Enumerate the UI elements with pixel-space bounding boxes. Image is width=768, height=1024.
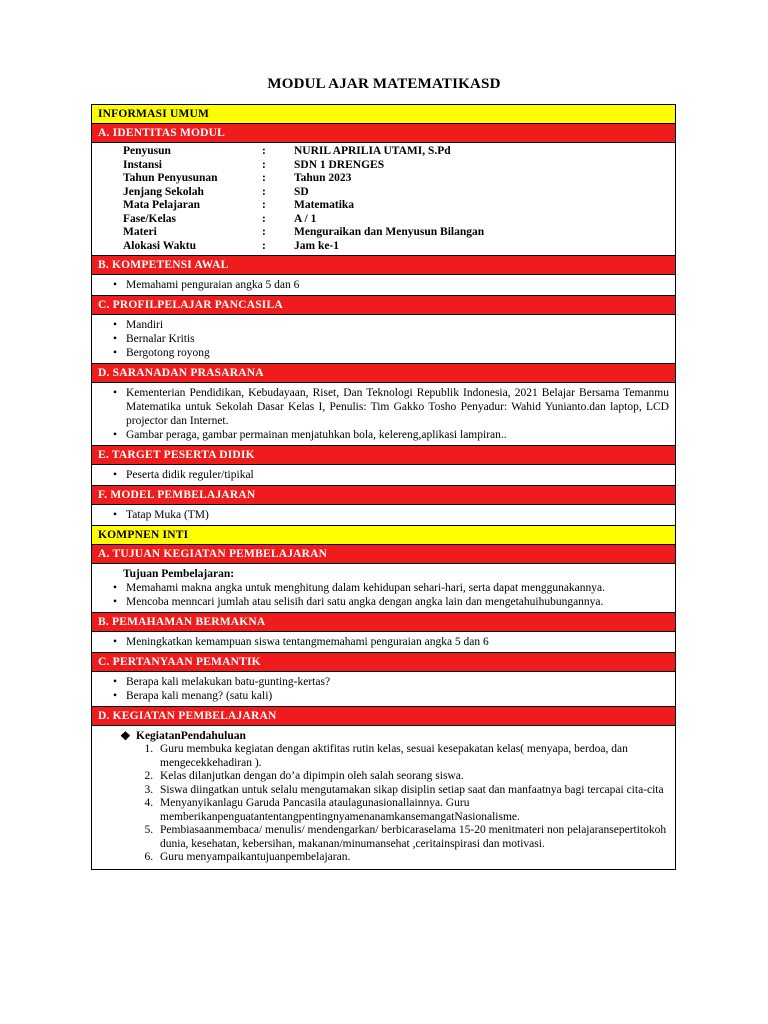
step-item: 4. Menyanyikanlagu Garuda Pancasila ataulagunasionallainnya. Guru memberikanpenguatantentangpentingnyamenanamkansemangatNasionalisme. — [156, 797, 667, 824]
identitas-key: Alokasi Waktu — [123, 239, 196, 252]
kompetensi-section — [92, 275, 675, 296]
identitas-row — [123, 172, 675, 186]
identitas-value: A / 1 — [294, 212, 317, 225]
kegiatan-steps — [92, 743, 675, 869]
step-item: 1. Guru membuka kegiatan dengan aktifitas rutin kelas, sesuai kesepakatan kelas( menyapa, berdoa, dan mengecekkehadiran ). — [156, 743, 667, 770]
identitas-row — [123, 145, 675, 159]
tujuan-subheading: Tujuan Pembelajaran: — [123, 568, 235, 580]
sarana-section — [92, 383, 675, 446]
identitas-key: Penyusun — [123, 145, 171, 157]
identitas-value: Jam ke-1 — [294, 239, 340, 252]
kompetensi-list — [92, 275, 675, 295]
module-table — [91, 104, 676, 870]
target-list — [92, 465, 675, 485]
identitas-row — [123, 199, 675, 213]
identitas-colon: : — [262, 172, 266, 184]
identitas-colon: : — [262, 145, 266, 157]
list-item: • Kementerian Pendidikan, Kebudayaan, Riset, Dan Teknologi Republik Indonesia, 2021 Belajar Bersama Temanmu Matematika untuk Sekolah Dasar Kelas I, Penulis: Tim Gakko Tosho Penyadur: Wahid Yunianto.dan laptop, LCD projector dan Internet. — [126, 386, 669, 428]
profil-list — [92, 315, 675, 363]
identitas-row — [123, 186, 675, 200]
identitas-value: Menguraikan dan Menyusun Bilangan — [294, 226, 485, 238]
identitas-value: SD — [294, 185, 309, 198]
list-item: • Bernalar Kritis — [126, 332, 669, 346]
list-item: • Berapa kali menang? (satu kali) — [126, 689, 669, 703]
step-item: 3. Siswa diingatkan untuk selalu mengutamakan sikap disiplin setiap saat dan manfaatnya bagi tercapai cita-cita — [156, 784, 667, 798]
identitas-key: Materi — [123, 226, 157, 238]
section-identitas-header: A. IDENTITAS MODUL — [92, 124, 675, 143]
section-pertanyaan-header: C. PERTANYAAN PEMANTIK — [92, 653, 675, 672]
section-komponen-inti: KOMPNEN INTI — [92, 526, 675, 545]
section-kompetensi-header: B. KOMPETENSI AWAL — [92, 256, 675, 275]
identitas-row — [123, 226, 675, 240]
section-pemahaman-header: B. PEMAHAMAN BERMAKNA — [92, 613, 675, 632]
sarana-list — [92, 383, 675, 445]
section-target-header: E. TARGET PESERTA DIDIK — [92, 446, 675, 465]
profil-section — [92, 315, 675, 364]
page-title: MODUL AJAR MATEMATIKASD — [267, 76, 501, 92]
section-informasi-umum: INFORMASI UMUM — [92, 105, 675, 124]
identitas-section — [92, 143, 675, 256]
identitas-key: Instansi — [123, 158, 162, 171]
section-profil-header: C. PROFILPELAJAR PANCASILA — [92, 296, 675, 315]
identitas-key: Tahun Penyusunan — [123, 172, 218, 184]
list-item: • Memahami penguraian angka 5 dan 6 — [126, 278, 669, 292]
model-list — [92, 505, 675, 525]
diamond-bullet-icon: ❖ — [120, 729, 131, 743]
list-item: • Mencoba menncari jumlah atau selisih dari satu angka dengan angka lain dan mengetahuihubungannya. — [126, 595, 669, 609]
list-item: • Tatap Muka (TM) — [126, 508, 669, 522]
list-item: • Peserta didik reguler/tipikal — [126, 468, 669, 482]
identitas-row — [123, 240, 675, 254]
section-model-header: F. MODEL PEMBELAJARAN — [92, 486, 675, 505]
target-section — [92, 465, 675, 486]
identitas-key: Jenjang Sekolah — [123, 185, 204, 198]
identitas-value: NURIL APRILIA UTAMI, S.Pd — [294, 145, 451, 157]
step-item: 2. Kelas dilanjutkan dengan do’a dipimpin oleh salah seorang siswa. — [156, 770, 667, 784]
pertanyaan-list — [92, 672, 675, 706]
model-section — [92, 505, 675, 526]
identitas-row — [123, 159, 675, 173]
identitas-colon: : — [262, 239, 266, 252]
section-tujuan-header: A. TUJUAN KEGIATAN PEMBELAJARAN — [92, 545, 675, 564]
identitas-colon: : — [262, 226, 266, 238]
kegiatan-section — [92, 726, 675, 869]
kegiatan-subheading-row — [92, 726, 675, 743]
tujuan-section — [92, 564, 675, 613]
identitas-colon: : — [262, 199, 266, 211]
pemahaman-list — [92, 632, 675, 652]
identitas-key: Fase/Kelas — [123, 212, 177, 225]
list-item: • Gambar peraga, gambar permainan menjatuhkan bola, kelereng,aplikasi lampiran.. — [126, 428, 669, 442]
list-item: • Berapa kali melakukan batu-gunting-kertas? — [126, 675, 669, 689]
list-item: • Meningkatkan kemampuan siswa tentangmemahami penguraian angka 5 dan 6 — [126, 635, 669, 649]
identitas-colon: : — [262, 212, 266, 225]
list-item: • Bergotong royong — [126, 346, 669, 360]
identitas-list — [92, 143, 675, 255]
kegiatan-subheading: KegiatanPendahuluan — [136, 730, 246, 742]
identitas-colon: : — [262, 185, 266, 198]
list-item: • Mandiri — [126, 318, 669, 332]
tujuan-list — [92, 581, 675, 612]
step-item: 5. Pembiasaanmembaca/ menulis/ mendengarkan/ berbicaraselama 15-20 menitmateri non pelajaransepertitokoh dunia, kesehatan, kebersihan, makanan/minumansehat ,ceritainspirasi dan motivasi. — [156, 824, 667, 851]
pertanyaan-section — [92, 672, 675, 707]
pemahaman-section — [92, 632, 675, 653]
section-sarana-header: D. SARANADAN PRASARANA — [92, 364, 675, 383]
identitas-value: SDN 1 DRENGES — [294, 158, 385, 171]
list-item: • Memahami makna angka untuk menghitung dalam kehidupan sehari-hari, serta dapat menggunakannya. — [126, 581, 669, 595]
identitas-row — [123, 213, 675, 227]
section-kegiatan-header: D. KEGIATAN PEMBELAJARAN — [92, 707, 675, 726]
identitas-colon: : — [262, 158, 266, 171]
identitas-key: Mata Pelajaran — [123, 199, 200, 211]
step-item: 6. Guru menyampaikantujuanpembelajaran. — [156, 851, 667, 865]
identitas-value: Tahun 2023 — [294, 172, 352, 184]
identitas-value: Matematika — [294, 199, 355, 211]
